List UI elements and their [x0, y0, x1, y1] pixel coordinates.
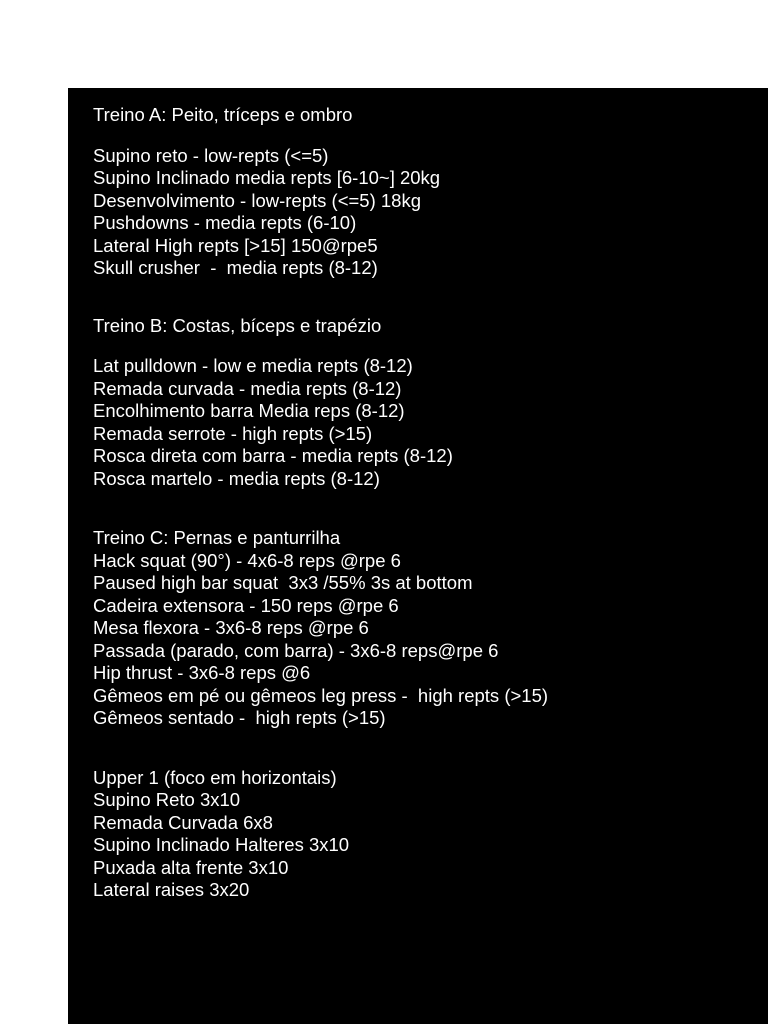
- exercise-line: Rosca martelo - media repts (8-12): [93, 467, 380, 489]
- exercise-line: Remada serrote - high repts (>15): [93, 422, 373, 444]
- workout-content: [93, 104, 758, 902]
- exercise-line: Lateral raises 3x20: [93, 879, 250, 900]
- section-title: Upper 1 (foco em horizontais): [93, 766, 337, 788]
- exercise-line: Gêmeos em pé ou gêmeos leg press - high repts (>15): [93, 684, 549, 706]
- exercise-line: Paused high bar squat 3x3 /55% 3s at bottom: [93, 572, 473, 593]
- exercise-line: Desenvolvimento - low-repts (<=5) 18kg: [93, 189, 422, 211]
- exercise-line: Lat pulldown - low e media repts (8-12): [93, 355, 413, 376]
- exercise-line: Puxada alta frente 3x10: [93, 856, 289, 878]
- exercise-line: Passada (parado, com barra) - 3x6-8 reps@rpe 6: [93, 639, 499, 661]
- exercise-line: Lateral High repts [>15] 150@rpe5: [93, 234, 378, 256]
- exercise-line: Supino reto - low-repts (<=5): [93, 144, 329, 166]
- exercise-line: Mesa flexora - 3x6-8 reps @rpe 6: [93, 617, 369, 638]
- section-title: Treino A: Peito, tríceps e ombro: [93, 104, 353, 125]
- exercise-line: Skull crusher - media repts (8-12): [93, 257, 378, 278]
- section-title: Treino B: Costas, bíceps e trapézio: [93, 314, 382, 336]
- exercise-line: Supino Reto 3x10: [93, 789, 241, 810]
- section-treino-a: [93, 104, 758, 280]
- exercise-line: Rosca direta com barra - media repts (8-12): [93, 445, 453, 466]
- exercise-line: Remada Curvada 6x8: [93, 811, 273, 833]
- exercise-line: Hack squat (90°) - 4x6-8 reps @rpe 6: [93, 549, 401, 571]
- exercise-line: Hip thrust - 3x6-8 reps @6: [93, 662, 311, 683]
- exercise-line: Encolhimento barra Media reps (8-12): [93, 400, 405, 421]
- section-treino-c: [93, 527, 758, 730]
- exercise-line: Remada curvada - media repts (8-12): [93, 377, 402, 399]
- section-treino-b: [93, 315, 758, 491]
- section-title: Treino C: Pernas e panturrilha: [93, 527, 341, 548]
- exercise-line: Cadeira extensora - 150 reps @rpe 6: [93, 594, 399, 616]
- exercise-line: Gêmeos sentado - high repts (>15): [93, 707, 386, 728]
- exercise-line: Supino Inclinado media repts [6-10~] 20kg: [93, 167, 441, 188]
- exercise-line: Pushdowns - media repts (6-10): [93, 212, 357, 233]
- slide-panel: [68, 88, 768, 1024]
- section-upper-1: [93, 767, 758, 902]
- exercise-line: Supino Inclinado Halteres 3x10: [93, 834, 350, 855]
